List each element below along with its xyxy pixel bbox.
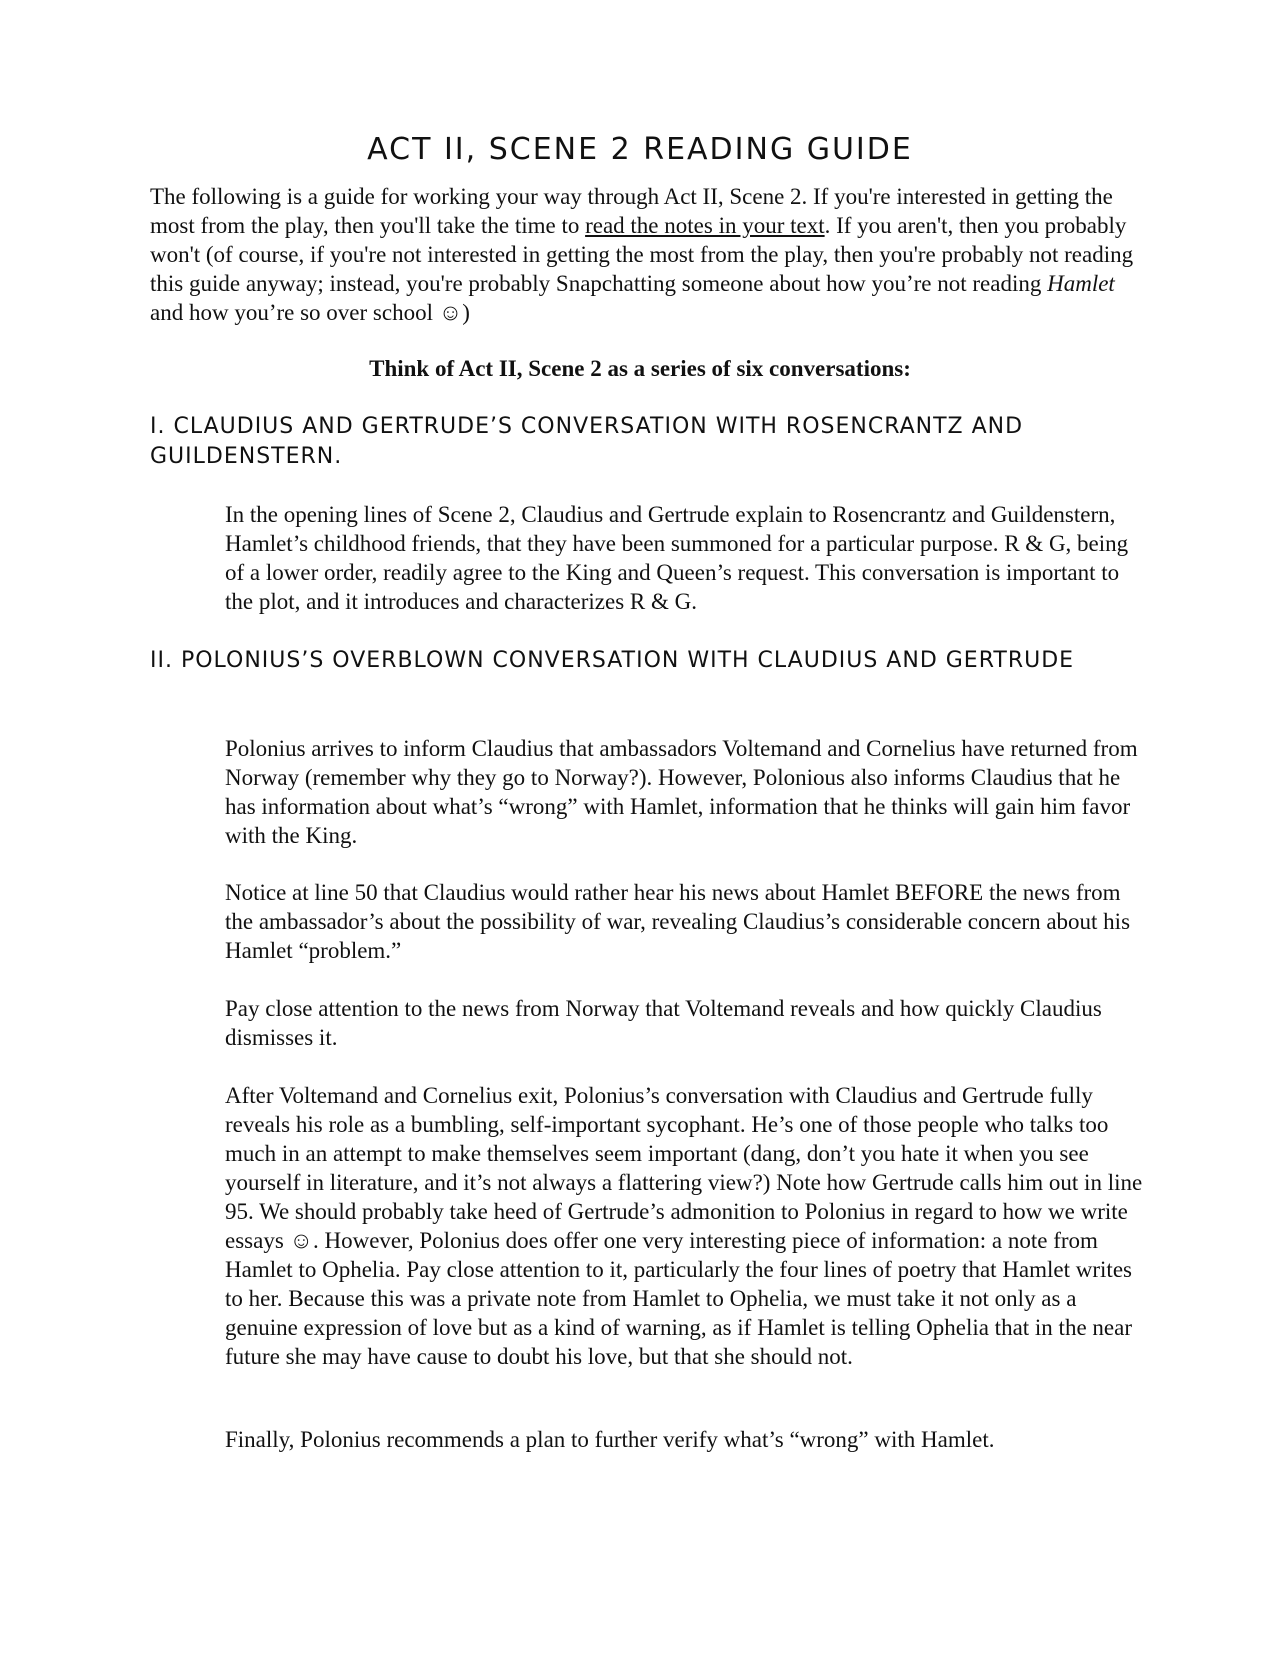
intro-paragraph <box>150 182 1140 327</box>
intro-text-end: and how you’re so over school ☺) <box>150 300 470 325</box>
page-title: ACT II, SCENE 2 READING GUIDE <box>367 132 913 168</box>
intro-text-start: The following is a guide for working your way through Act II, Scene 2. If you're interested in getting the most from the play, then you'll take the time to <box>150 184 1113 238</box>
intro-underlined-phrase: read the notes in your text <box>585 213 825 238</box>
section-2-paragraph-4: After Voltemand and Cornelius exit, Polonius’s conversation with Claudius and Gertrude fully reveals his role as a bumbling, self-important sycophant. He’s one of those people who talks too much in an attempt to make themselves seem important (dang, don’t you hate it when you see yourself in literature, and it’s not always a flattering view?) Note how Gertrude calls him out in line 95. We should probably take heed of Gertrude’s admonition to Polonius in regard to how we write essays ☺. However, Polonius does offer one very interesting piece of information: a note from Hamlet to Ophelia. Pay close attention to it, particularly the four lines of poetry that Hamlet writes to her. Because this was a private note from Hamlet to Ophelia, we must take it not only as a genuine expression of love but as a kind of warning, as if Hamlet is telling Ophelia that in the near future she may have cause to doubt his love, but that she should not. <box>225 1083 1143 1369</box>
section-2-paragraph-3: Pay close attention to the news from Norway that Voltemand reveals and how quickly Claudius dismisses it. <box>225 996 1102 1050</box>
lead-line: Think of Act II, Scene 2 as a series of six conversations: <box>369 356 911 381</box>
section-1-paragraph-1: In the opening lines of Scene 2, Claudius and Gertrude explain to Rosencrantz and Guildenstern, Hamlet’s childhood friends, that they have been summoned for a particular purpose. R & G, being of a lower order, readily agree to the King and Queen’s request. This conversation is important to the plot, and it introduces and characterizes R & G. <box>225 502 1129 614</box>
section-heading-1: I. CLAUDIUS AND GERTRUDE’S CONVERSATION WITH ROSENCRANTZ AND GUILDENSTERN. <box>150 414 1024 469</box>
section-2-paragraph-5: Finally, Polonius recommends a plan to further verify what’s “wrong” with Hamlet. <box>225 1427 995 1452</box>
section-2-paragraph-2: Notice at line 50 that Claudius would rather hear his news about Hamlet BEFORE the news from the ambassador’s about the possibility of war, revealing Claudius’s considerable concern about his Hamlet “problem.” <box>225 880 1131 963</box>
section-heading-2: II. POLONIUS’S OVERBLOWN CONVERSATION WITH CLAUDIUS AND GERTRUDE <box>150 648 1075 673</box>
intro-italic-title: Hamlet <box>1047 271 1115 296</box>
intro-text-middle: . If you aren't, then you probably won't (of course, if you're not interested in getting the most from the play, then you're probably not reading this guide anyway; instead, you're probably Snapchatting someone about how you’re not reading <box>150 213 1134 296</box>
section-2-paragraph-1: Polonius arrives to inform Claudius that ambassadors Voltemand and Cornelius have returned from Norway (remember why they go to Norway?). However, Polonious also informs Claudius that he has information about what’s “wrong” with Hamlet, information that he thinks will gain him favor with the King. <box>225 736 1138 848</box>
